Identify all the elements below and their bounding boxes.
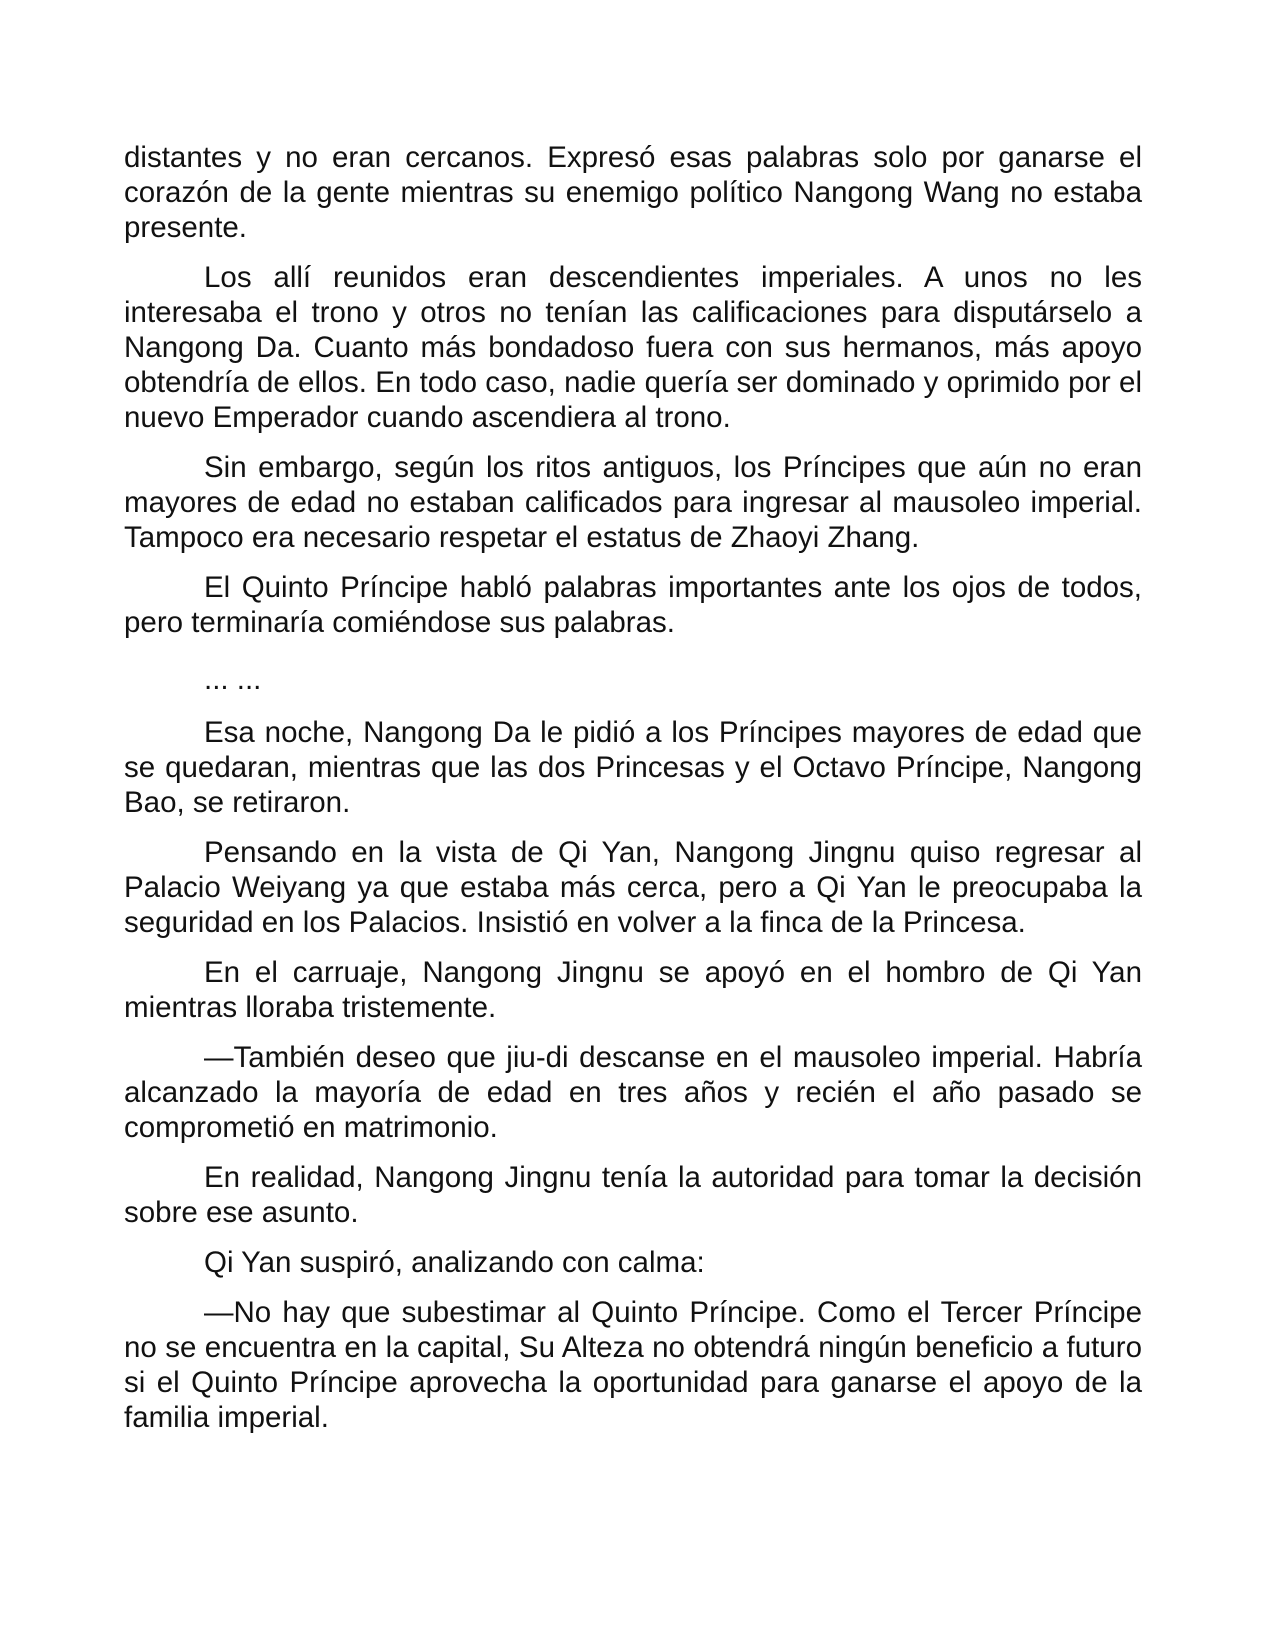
- paragraph-10: Qi Yan suspiró, analizando con calma:: [204, 1246, 705, 1279]
- scene-separator: ... ...: [204, 663, 262, 696]
- paragraph-7: En el carruaje, Nangong Jingnu se apoyó en el hombro de Qi Yan mientras lloraba tristemente.: [124, 956, 1142, 1024]
- paragraph-6: Pensando en la vista de Qi Yan, Nangong Jingnu quiso regresar al Palacio Weiyang ya que estaba más cerca, pero a Qi Yan le preocupaba la seguridad en los Palacios. Insistió en volver a la finca de la Princesa.: [124, 836, 1142, 939]
- document-page: [124, 140, 1142, 1450]
- paragraph-2: Los allí reunidos eran descendientes imperiales. A unos no les interesaba el trono y otros no tenían las calificaciones para disputárselo a Nangong Da. Cuanto más bondadoso fuera con sus hermanos, más apoyo obtendría de ellos. En todo caso, nadie quería ser dominado y oprimido por el nuevo Emperador cuando ascendiera al trono.: [124, 261, 1142, 434]
- paragraph-3: Sin embargo, según los ritos antiguos, los Príncipes que aún no eran mayores de edad no estaban calificados para ingresar al mausoleo imperial. Tampoco era necesario respetar el estatus de Zhaoyi Zhang.: [124, 451, 1142, 554]
- paragraph-4: El Quinto Príncipe habló palabras importantes ante los ojos de todos, pero terminaría comiéndose sus palabras.: [124, 571, 1142, 639]
- paragraph-8: —También deseo que jiu-di descanse en el mausoleo imperial. Habría alcanzado la mayoría de edad en tres años y recién el año pasado se comprometió en matrimonio.: [124, 1041, 1142, 1144]
- paragraph-5: Esa noche, Nangong Da le pidió a los Príncipes mayores de edad que se quedaran, mientras que las dos Princesas y el Octavo Príncipe, Nangong Bao, se retiraron.: [124, 716, 1142, 819]
- paragraph-1: distantes y no eran cercanos. Expresó esas palabras solo por ganarse el corazón de la gente mientras su enemigo político Nangong Wang no estaba presente.: [124, 141, 1142, 244]
- paragraph-9: En realidad, Nangong Jingnu tenía la autoridad para tomar la decisión sobre ese asunto.: [124, 1161, 1142, 1229]
- paragraph-11: —No hay que subestimar al Quinto Príncipe. Como el Tercer Príncipe no se encuentra en la capital, Su Alteza no obtendrá ningún beneficio a futuro si el Quinto Príncipe aprovecha la oportunidad para ganarse el apoyo de la familia imperial.: [124, 1296, 1142, 1434]
